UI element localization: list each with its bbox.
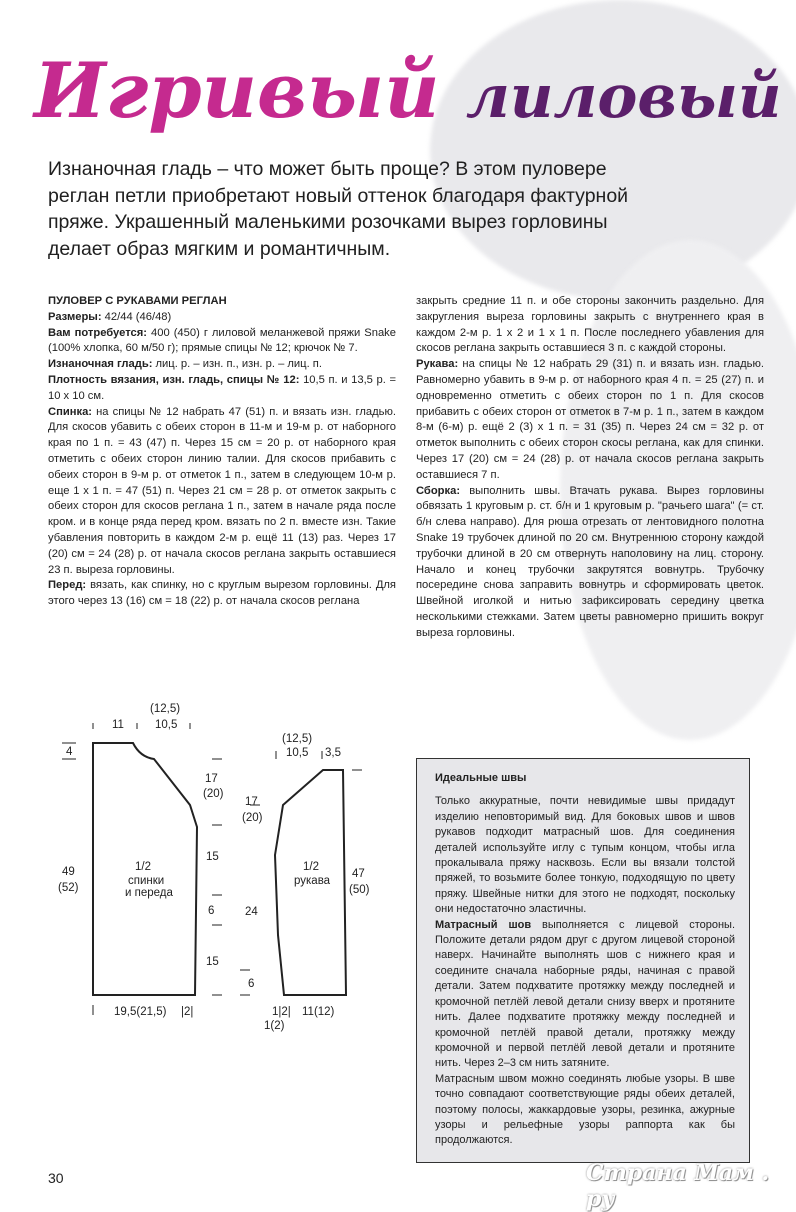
sleeve-top-alt: (12,5) bbox=[282, 733, 313, 745]
sleeve-bottom-alt: 1(2) bbox=[264, 1020, 285, 1032]
sleeve-length: 24 bbox=[245, 906, 258, 918]
instructions-left-column bbox=[48, 294, 396, 610]
body-neck: 4 bbox=[66, 746, 73, 758]
gauge-line: Плотность вязания, изн. гладь, спицы № 12: 10,5 п. и 13,5 р. = 10 х 10 см. bbox=[48, 373, 396, 402]
sleeve-bottom-edge: 1|2| bbox=[272, 1006, 291, 1018]
front-continued: закрыть средние 11 п. и обе стороны закончить раздельно. Для закругления выреза горловины закрыть с внутреннего края в каждом 2-м р. 1 х 2 и 1 х 1 п. После последнего убавления для скосов реглана закрыть оставшиеся 3 п. с каждой стороны. bbox=[416, 295, 764, 355]
materials-line: Вам потребуется: 400 (450) г лиловой меланжевой пряжи Snake (100% хлопка, 60 м/50 г); прямые спицы № 12; крючок № 7. bbox=[48, 326, 396, 355]
sleeve-top-1: 10,5 bbox=[286, 747, 309, 759]
title-word-1: Игривый bbox=[34, 46, 440, 135]
page-number: 30 bbox=[48, 1170, 64, 1186]
body-label-2: спинки bbox=[128, 875, 165, 887]
sleeve-height: 47 bbox=[352, 868, 365, 880]
stitch-line: Изнаночная гладь: лиц. р. – изн. п., изн. р. – лиц. п. bbox=[48, 358, 322, 371]
body-low: 15 bbox=[206, 956, 219, 968]
instructions-right-column bbox=[416, 294, 764, 642]
assembly-section: Сборка: выполнить швы. Втачать рукава. Вырез горловины обвязать 1 круговым р. ст. б/н и 1 круговым р. "рачьего шага" (= ст. б/н слева направо). Для рюша отрезать от лентовидного полотна Snake 19 трубочек длиной по 20 см. Внутреннюю сторону каждой трубочки длиной в 20 см отвернуть наполовину на лиц. сторону. Начало и конец трубочки закрутятся вовнутрь. Трубочку посередине снова заправить вовнутрь и сформировать цветок. Швейной иголкой и нитью зафиксировать середину цветка несколькими стежками. Затем цветы равномерно пришить вокруг выреза горловины. bbox=[416, 484, 764, 639]
body-bottom: 19,5(21,5) bbox=[114, 1006, 167, 1018]
sleeve-piece bbox=[240, 733, 370, 1032]
body-raglan: 17 bbox=[205, 773, 218, 785]
body-waist: 6 bbox=[208, 905, 215, 917]
sidebar-paragraph-2: Матрасный шов выполняется с лицевой стороны. Положите детали рядом друг с другом лицевой стороной наверх. Начинайте выполнять шов с нижнего края и соедините сначала наборные ряды, начиная с правой детали. Затем подхватите протяжку между последней и кромочной петлёй левой детали снизу вверх и протяните нить. Далее подхватите протяжку между последней и кромочной петлёй правой детали, протяжку между кромочной и первой петлёй левой детали и протяните нить. Через 2–3 см нить затяните. bbox=[435, 918, 735, 1070]
body-height: 49 bbox=[62, 866, 75, 878]
sleeve-height-alt: (50) bbox=[349, 884, 370, 896]
sleeve-cuff: 6 bbox=[248, 978, 255, 990]
body-top-1: 11 bbox=[112, 719, 124, 731]
body-top-alt: (12,5) bbox=[150, 703, 181, 715]
schematic-diagram bbox=[40, 695, 380, 1040]
sidebar-paragraph-3: Матрасным швом можно соединять любые узоры. В шве точно совпадают соответствующие ряды обеих деталей, поэтому полосы, жаккардовые узоры, резинка, ажурные узоры и рельефные узоры раппорта как бы продолжаются. bbox=[435, 1072, 735, 1147]
tips-sidebar bbox=[416, 758, 750, 1163]
page-title bbox=[34, 36, 782, 146]
body-raglan-alt: (20) bbox=[203, 788, 224, 800]
sleeve-section: Рукава: на спицы № 12 набрать 29 (31) п. и вязать изн. гладью. Равномерно убавить в 9-м р. от наборного края 4 п. = 25 (27) п. и одновременно отметить с обеих сторон по 1 п. Для скосов прибавить с обеих сторон от отметок в 7-м р. 1 п., затем в каждом 8-м (6-м) р. ещё 2 (3) х 1 п. = 31 (35) п. Через 24 см = 32 р. от отметок выполнить с обеих сторон скосы реглана, как для спинки. Через 17 (20) см = 24 (28) р. от начала скосов реглана закрыть оставшиеся 7 п. bbox=[416, 358, 764, 481]
sleeve-label-1: 1/2 bbox=[303, 861, 319, 873]
sidebar-paragraph-1: Только аккуратные, почти невидимые швы придадут изделию неповторимый вид. Для боковых швов и швов рукавов подходит матрасный шов. Для соединения деталей используйте иглу с тупым концом, чтобы игла прокалывала пряжу насквозь. Если вы вязали толстой пряжей, то возьмите более тонкую, подходящую по цвету пряжу. Швейные нитки для этого не подходят, поскольку они недостаточно эластичны. bbox=[435, 795, 735, 916]
body-mid: 15 bbox=[206, 851, 219, 863]
watermark-logo: Страна Мам . ру bbox=[586, 1160, 770, 1212]
title-word-2: лиловый bbox=[465, 62, 782, 132]
sleeve-raglan: 17 bbox=[245, 796, 258, 808]
sleeve-bottom: 11(12) bbox=[302, 1006, 335, 1018]
body-edge: |2| bbox=[181, 1006, 194, 1018]
body-height-alt: (52) bbox=[58, 882, 79, 894]
sleeve-top-2: 3,5 bbox=[325, 747, 341, 759]
body-piece bbox=[58, 703, 224, 1018]
front-section: Перед: вязать, как спинку, но с круглым вырезом горловины. Для этого через 13 (16) см = 18 (22) р. от начала скосов реглана bbox=[48, 579, 396, 608]
back-section: Спинка: на спицы № 12 набрать 47 (51) п. и вязать изн. гладью. Для скосов убавить с обеих сторон в 11-м и 19-м р. от наборного края по 1 п. = 43 (47) п. Через 15 см = 20 р. от наборного края отметить с обеих сторон линию талии. Для скосов прибавить с обеих сторон в 9-м р. от отметок 1 п., затем в следующем 10-м р. еще 1 х 1 п. = 47 (51) п. Через 21 см = 28 р. от отметок закрыть с обеих сторон для скосов реглана 1 п., затем в начале ряда после кром. и в конце ряда перед кром. вязать по 2 п. вместе изн. Такие убавления повторить в каждом 2-м р. ещё 11 (13) раз. Через 17 (20) см = 24 (28) р. от начала скосов реглана закрыть оставшиеся 23 п. выреза горловины. bbox=[48, 405, 396, 576]
pattern-heading: ПУЛОВЕР С РУКАВАМИ РЕГЛАН bbox=[48, 295, 227, 307]
body-label-3: и переда bbox=[125, 887, 173, 899]
sizes-line: Размеры: 42/44 (46/48) bbox=[48, 310, 172, 323]
body-label-1: 1/2 bbox=[135, 861, 151, 873]
sidebar-title: Идеальные швы bbox=[435, 772, 527, 784]
sleeve-label-2: рукава bbox=[294, 875, 331, 887]
body-top-2: 10,5 bbox=[155, 719, 178, 731]
lead-paragraph: Изнаночная гладь – что может быть проще? В этом пуловере реглан петли приобретают новый оттенок благодаря фактурной пряже. Украшенный маленькими розочками вырез горловины делает образ мягким и романтичным. bbox=[48, 158, 629, 260]
sleeve-raglan-alt: (20) bbox=[242, 812, 263, 824]
